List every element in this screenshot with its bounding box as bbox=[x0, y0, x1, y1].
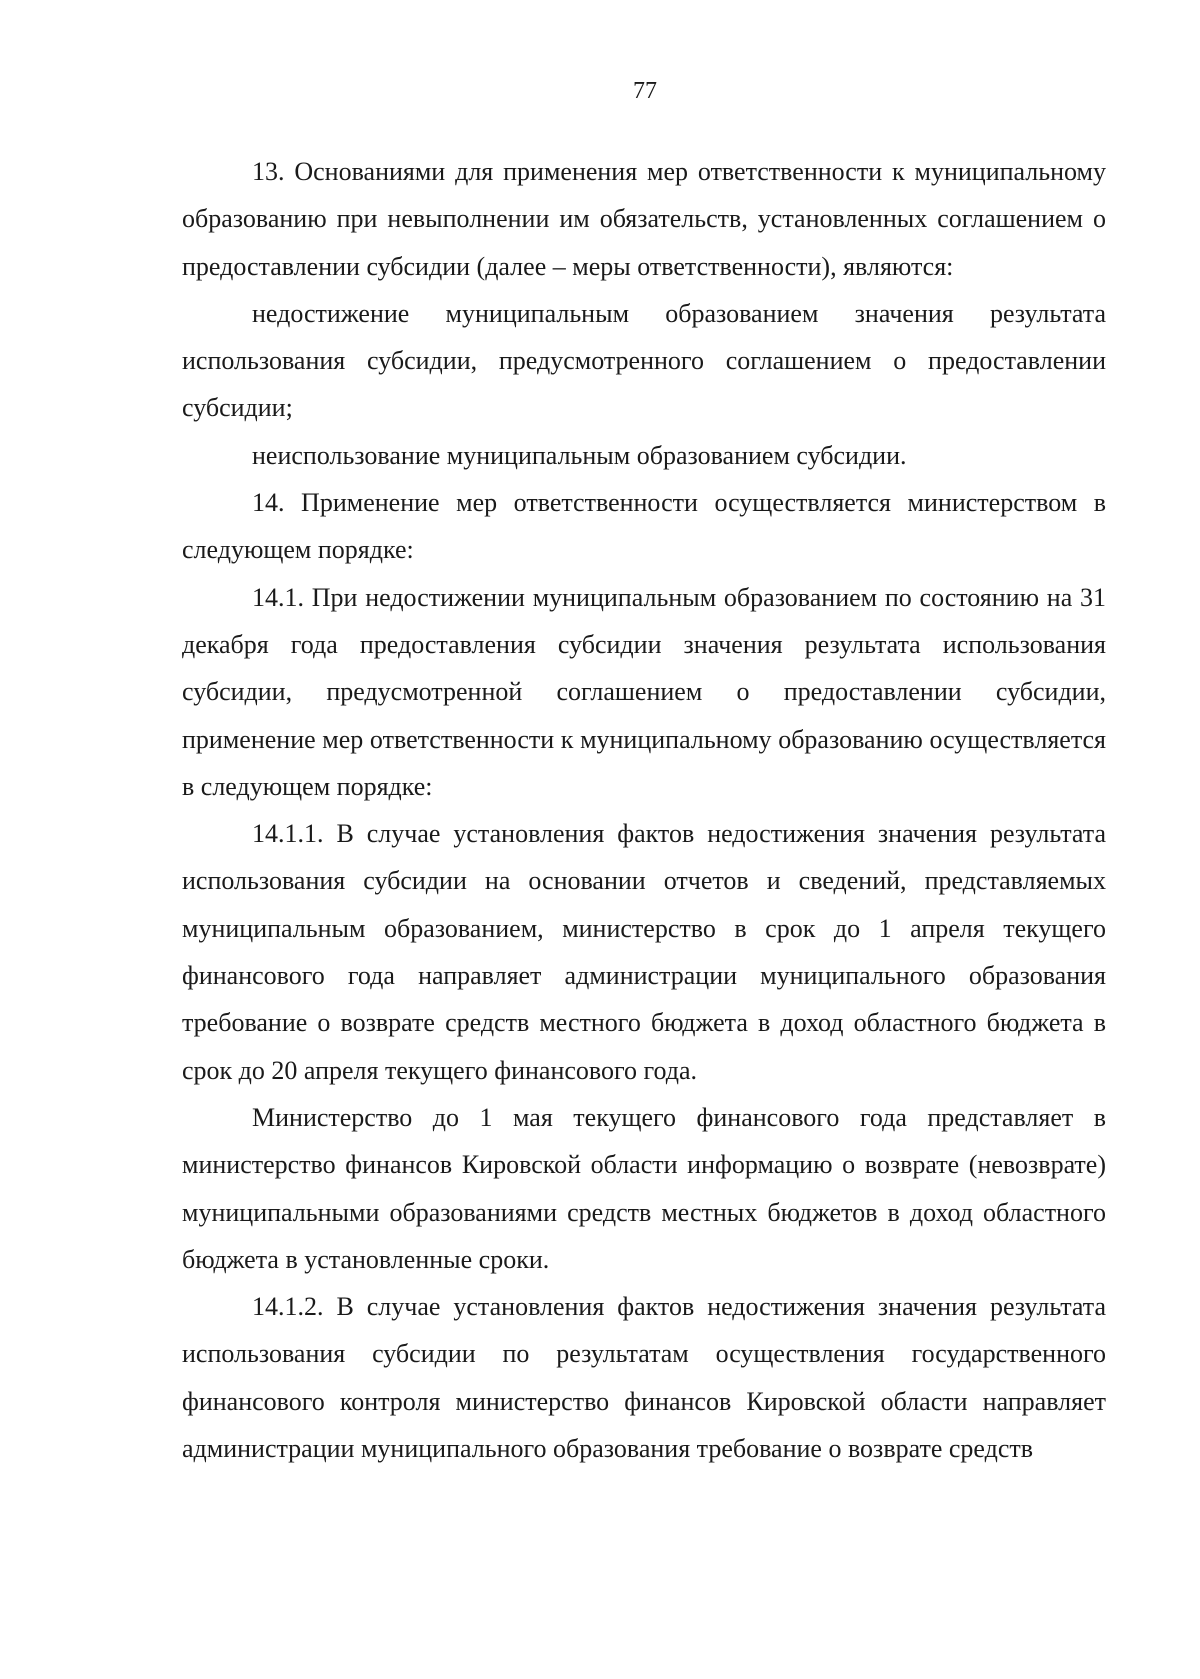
page-number: 77 bbox=[633, 78, 657, 104]
paragraph-14-1: 14.1. При недостижении муниципальным образованием по состоянию на 31 декабря года предоставления субсидии значения результата использования субсидии, предусмотренной соглашением о предоставлении субсидии, применение мер ответственности к муниципальному образованию осуществляется в следующем порядке: bbox=[182, 582, 1106, 801]
paragraph-14: 14. Применение мер ответственности осуществляется министерством в следующем порядке: bbox=[182, 488, 1106, 565]
paragraph-14-1-2: 14.1.2. В случае установления фактов недостижения значения результата использования субсидии по результатам осуществления государственного финансового контроля министерство финансов Кировской области направляет администрации муниципального образования требование о возврате средств bbox=[182, 1292, 1106, 1464]
document-body bbox=[182, 148, 1106, 1472]
paragraph-13-item-1: недостижение муниципальным образованием значения результата использования субсидии, предусмотренного соглашением о предоставлении субсидии; bbox=[182, 298, 1106, 423]
paragraph-14-1-1: 14.1.1. В случае установления фактов недостижения значения результата использования субсидии на основании отчетов и сведений, представляемых муниципальным образованием, министерство в срок до 1 апреля текущего финансового года направляет администрации муниципального образования требование о возврате средств местного бюджета в доход областного бюджета в срок до 20 апреля текущего финансового года. bbox=[182, 819, 1106, 1085]
paragraph-ministry-report: Министерство до 1 мая текущего финансового года представляет в министерство финансов Кировской области информацию о возврате (невозврате) муниципальными образованиями средств местных бюджетов в доход областного бюджета в установленные сроки. bbox=[182, 1102, 1106, 1274]
paragraph-13-item-2: неиспользование муниципальным образованием субсидии. bbox=[252, 440, 907, 470]
paragraph-13: 13. Основаниями для применения мер ответственности к муниципальному образованию при невыполнении им обязательств, установленных соглашением о предоставлении субсидии (далее – меры ответственности), являются: bbox=[182, 157, 1106, 281]
